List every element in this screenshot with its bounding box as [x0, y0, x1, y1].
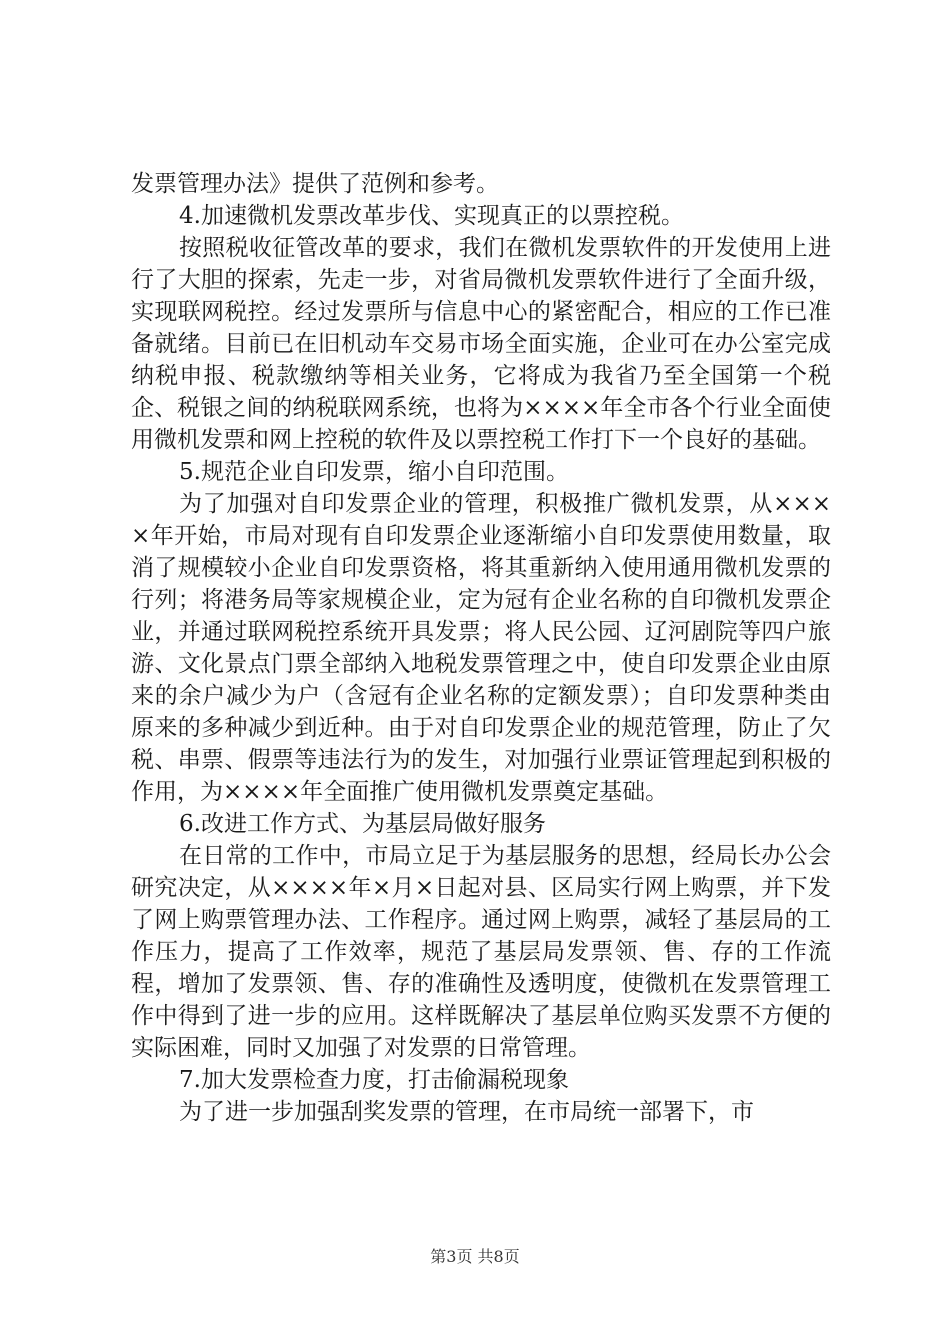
section-heading-6: 6.改进工作方式、为基层局做好服务 [179, 811, 546, 837]
paragraph-section-6: 在日常的工作中，市局立足于为基层服务的思想，经局长办公会研究决定，从××××年×月×日起对县、区局实行网上购票，并下发了网上购票管理办法、工作程序。通过网上购票，减轻了基层局的工作压力，提高了工作效率，规范了基层局发票领、售、存的工作流程，增加了发票领、售、存的准确性及透明度，使微机在发票管理工作中得到了进一步的应用。这样既解决了基层单位购买发票不方便的实际困难，同时又加强了对发票的日常管理。 [131, 843, 831, 1061]
paragraph-continuation: 发票管理办法》提供了范例和参考。 [131, 171, 499, 197]
paragraph-section-5: 为了加强对自印发票企业的管理，积极推广微机发票，从××××年开始，市局对现有自印发票企业逐渐缩小自印发票使用数量，取消了规模较小企业自印发票资格，将其重新纳入使用通用微机发票的行列；将港务局等家规模企业，定为冠有企业名称的自印微机发票企业，并通过联网税控系统开具发票；将人民公园、辽河剧院等四户旅游、文化景点门票全部纳入地税发票管理之中，使自印发票企业由原来的余户减少为户（含冠有企业名称的定额发票）；自印发票种类由原来的多种减少到近种。由于对自印发票企业的规范管理，防止了欠税、串票、假票等违法行为的发生，对加强行业票证管理起到积极的作用，为××××年全面推广使用微机发票奠定基础。 [131, 491, 831, 805]
section-heading-7: 7.加大发票检查力度，打击偷漏税现象 [179, 1067, 569, 1093]
page-number-footer: 第3页 共8页 [430, 1247, 520, 1266]
section-heading-5: 5.规范企业自印发票，缩小自印范围。 [179, 459, 569, 485]
section-heading-4: 4.加速微机发票改革步伐、实现真正的以票控税。 [179, 203, 684, 229]
paragraph-section-7: 为了进一步加强刮奖发票的管理，在市局统一部署下，市 [179, 1099, 754, 1125]
paragraph-section-4: 按照税收征管改革的要求，我们在微机发票软件的开发使用上进行了大胆的探索，先走一步，对省局微机发票软件进行了全面升级，实现联网税控。经过发票所与信息中心的紧密配合，相应的工作已准备就绪。目前已在旧机动车交易市场全面实施，企业可在办公室完成纳税申报、税款缴纳等相关业务，它将成为我省乃至全国第一个税企、税银之间的纳税联网系统，也将为××××年全市各个行业全面使用微机发票和网上控税的软件及以票控税工作打下一个良好的基础。 [131, 235, 831, 453]
document-body [131, 168, 831, 1128]
